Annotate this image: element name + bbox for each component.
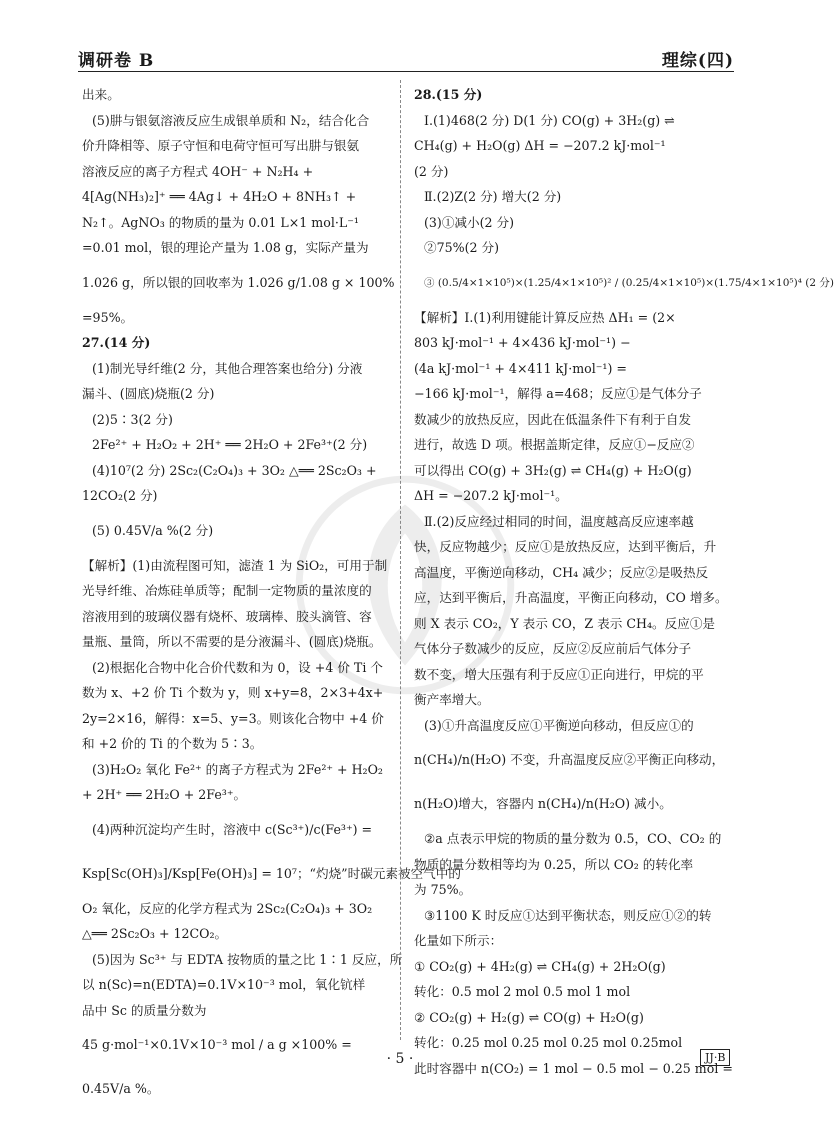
text-line: (2 分) — [414, 163, 449, 179]
text-line: 2y=2×16，解得：x=5、y=3。则该化合物中 +4 价 — [82, 710, 384, 726]
text-line: 12CO₂(2 分) — [82, 488, 158, 503]
text-line: (1)制光导纤维(2 分，其他合理答案也给分) 分液 — [92, 360, 363, 376]
text-line: −166 kJ·mol⁻¹，解得 a=468；反应①是气体分子 — [414, 386, 702, 401]
analysis-line: 【解析】(1)由流程图可知，滤渣 1 为 SiO₂，可用于制 — [82, 557, 388, 573]
text-line: =0.01 mol，银的理论产量为 1.08 g，实际产量为 — [82, 240, 369, 255]
equation-row: ② CO₂(g) + H₂(g) ⇌ CO(g) + H₂O(g) — [414, 1009, 644, 1025]
text-line: 溶液反应的离子方程式 4OH⁻ + N₂H₄ + — [82, 163, 314, 179]
text-line: 则 X 表示 CO₂，Y 表示 CO，Z 表示 CH₄。反应①是 — [414, 615, 716, 631]
text-line: 2Fe²⁺ + H₂O₂ + 2H⁺ ══ 2H₂O + 2Fe³⁺(2 分) — [92, 437, 368, 452]
text-line: (2)5∶3(2 分) — [92, 411, 173, 427]
text-line: 0.45V/a %。 — [82, 1081, 160, 1096]
text-line: 物质的量分数相等均为 0.25，所以 CO₂ 的转化率 — [414, 856, 694, 872]
text-line: 光导纤维、冶炼硅单质等；配制一定物质的量浓度的 — [82, 583, 372, 598]
text-line: + 2H⁺ ══ 2H₂O + 2Fe³⁺。 — [82, 787, 247, 802]
text-line: ΔH = −207.2 kJ·mol⁻¹。 — [414, 488, 568, 503]
text-line: 量瓶、量筒，所以不需要的是分液漏斗、(圆底)烧瓶。 — [82, 634, 382, 649]
text-line: 高温度，平衡逆向移动，CH₄ 减少；反应②是吸热反 — [414, 564, 709, 580]
column-divider — [400, 80, 401, 1040]
question-number: 28.(15 分) — [414, 87, 483, 102]
text-line: 1.026 g，所以银的回收率为 1.026 g/1.08 g × 100% — [82, 274, 395, 290]
text-line: (2)根据化合物中化合价代数和为 0，设 +4 价 Ti 个 — [92, 659, 383, 675]
text-line: Ⅱ.(2)反应经过相同的时间，温度越高反应速率越 — [424, 513, 694, 529]
text-line: (5)因为 Sc³⁺ 与 EDTA 按物质的量之比 1∶1 反应，所 — [92, 951, 403, 967]
text-line: 价升降相等、原子守恒和电荷守恒可写出肼与银氨 — [82, 138, 360, 153]
right-column — [414, 82, 834, 1081]
text-line: 溶液用到的玻璃仪器有烧杯、玻璃棒、胶头滴管、容 — [82, 608, 372, 624]
text-line: ③ (0.5/4×1×10⁵)×(1.25/4×1×10⁵)² / (0.25/4×1×10⁵)×(1.75/4×1×10⁵)⁴ (2 分) — [424, 276, 834, 289]
analysis-line: 【解析】Ⅰ.(1)利用键能计算反应热 ΔH₁ = (2× — [414, 309, 676, 325]
text-line: (3)①升高温度反应①平衡逆向移动，但反应①的 — [424, 717, 694, 733]
equation-row: ① CO₂(g) + 4H₂(g) ⇌ CH₄(g) + 2H₂O(g) — [414, 958, 666, 974]
text-line: 数减少的放热反应，因此在低温条件下有利于自发 — [414, 411, 692, 427]
text-line: 快，反应物越少；反应①是放热反应，达到平衡后，升 — [414, 539, 717, 554]
text-line: N₂↑。AgNO₃ 的物质的量为 0.01 L×1 mol·L⁻¹ — [82, 214, 359, 230]
text-line: O₂ 氧化，反应的化学方程式为 2Sc₂(C₂O₄)₃ + 3O₂ — [82, 900, 373, 916]
text-line: 和 +2 价的 Ti 的个数为 5∶3。 — [82, 736, 263, 751]
text-line: 此时容器中 n(CO₂) = 1 mol − 0.5 mol − 0.25 mol = — [414, 1060, 733, 1076]
text-line: △══ 2Sc₂O₃ + 12CO₂。 — [82, 926, 228, 941]
text-line: =95%。 — [82, 309, 134, 325]
text-line: 数不变，增大压强有利于反应①正向进行，甲烷的平 — [414, 666, 704, 682]
text-line: 应，达到平衡后，升高温度，平衡正向移动，CO 增多。 — [414, 590, 728, 605]
text-line: 803 kJ·mol⁻¹ + 4×436 kJ·mol⁻¹) − — [414, 335, 631, 350]
conversion-row: 转化：0.5 mol 2 mol 0.5 mol 1 mol — [414, 984, 631, 999]
text-line: ②a 点表示甲烷的物质的量分数为 0.5，CO、CO₂ 的 — [424, 831, 722, 846]
text-line: n(CH₄)/n(H₂O) 不变，升高温度反应②平衡正向移动， — [414, 752, 725, 767]
text-line: (3)①减小(2 分) — [424, 214, 515, 230]
text-line: 品中 Sc 的质量分数为 — [82, 1002, 207, 1018]
text-line: ②75%(2 分) — [424, 240, 500, 255]
paper-tag: JJ·B — [700, 1049, 730, 1066]
text-line: 气体分子数减少的反应，反应②反应前后气体分子 — [414, 641, 692, 656]
text-line: 进行，故选 D 项。根据盖斯定律，反应①−反应② — [414, 437, 695, 452]
conversion-row: 转化：0.25 mol 0.25 mol 0.25 mol 0.25mol — [414, 1035, 683, 1050]
text-line: ③1100 K 时反应①达到平衡状态，则反应①②的转 — [424, 907, 712, 923]
text-line: 以 n(Sc)=n(EDTA)=0.1V×10⁻³ mol，氧化钪样 — [82, 977, 366, 992]
text-line: (4a kJ·mol⁻¹ + 4×411 kJ·mol⁻¹) = — [414, 360, 627, 376]
text-line: Ksp[Sc(OH)₃]/Ksp[Fe(OH)₃] = 10⁷；“灼烧”时碳元素被空气中的 — [82, 865, 461, 881]
text-line: 化量如下所示： — [414, 933, 503, 948]
text-line: n(H₂O)增大，容器内 n(CH₄)/n(H₂O) 减小。 — [414, 796, 672, 811]
text-line: (4)10⁷(2 分) 2Sc₂(C₂O₄)₃ + 3O₂ △══ 2Sc₂O₃ + — [92, 462, 377, 478]
text-line: 45 g·mol⁻¹×0.1V×10⁻³ mol / a g ×100% = — [82, 1037, 352, 1052]
text-line: Ⅰ.(1)468(2 分) D(1 分) CO(g) + 3H₂(g) ⇌ — [424, 112, 675, 128]
text-line: 可以得出 CO(g) + 3H₂(g) ⇌ CH₄(g) + H₂O(g) — [414, 462, 692, 478]
text-line: (5)肼与银氨溶液反应生成银单质和 N₂，结合化合 — [92, 112, 370, 128]
page-number: · 5 · — [386, 1051, 414, 1067]
text-line: 数为 x、+2 价 Ti 个数为 y，则 x+y=8，2×3+4x+ — [82, 685, 384, 700]
text-line: 为 75%。 — [414, 882, 472, 897]
text-line: 衡产率增大。 — [414, 692, 490, 707]
text-line: 漏斗、(圆底)烧瓶(2 分) — [82, 386, 215, 401]
text-line: Ⅱ.(2)Z(2 分) 增大(2 分) — [424, 189, 562, 204]
header-left: 调研卷 B — [78, 51, 155, 71]
text-line: (3)H₂O₂ 氧化 Fe²⁺ 的离子方程式为 2Fe²⁺ + H₂O₂ — [92, 761, 383, 777]
question-number: 27.(14 分) — [82, 335, 151, 350]
text-line: CH₄(g) + H₂O(g) ΔH = −207.2 kJ·mol⁻¹ — [414, 138, 666, 153]
page-header — [78, 42, 734, 72]
text-line: 出来。 — [82, 87, 120, 102]
text-line: (5) 0.45V/a %(2 分) — [92, 522, 214, 538]
header-right: 理综(四) — [661, 51, 734, 71]
text-line: (4)两种沉淀均产生时，溶液中 c(Sc³⁺)/c(Fe³⁺) = — [92, 821, 373, 837]
text-line: 4[Ag(NH₃)₂]⁺ ══ 4Ag↓ + 4H₂O + 8NH₃↑ + — [82, 189, 357, 204]
